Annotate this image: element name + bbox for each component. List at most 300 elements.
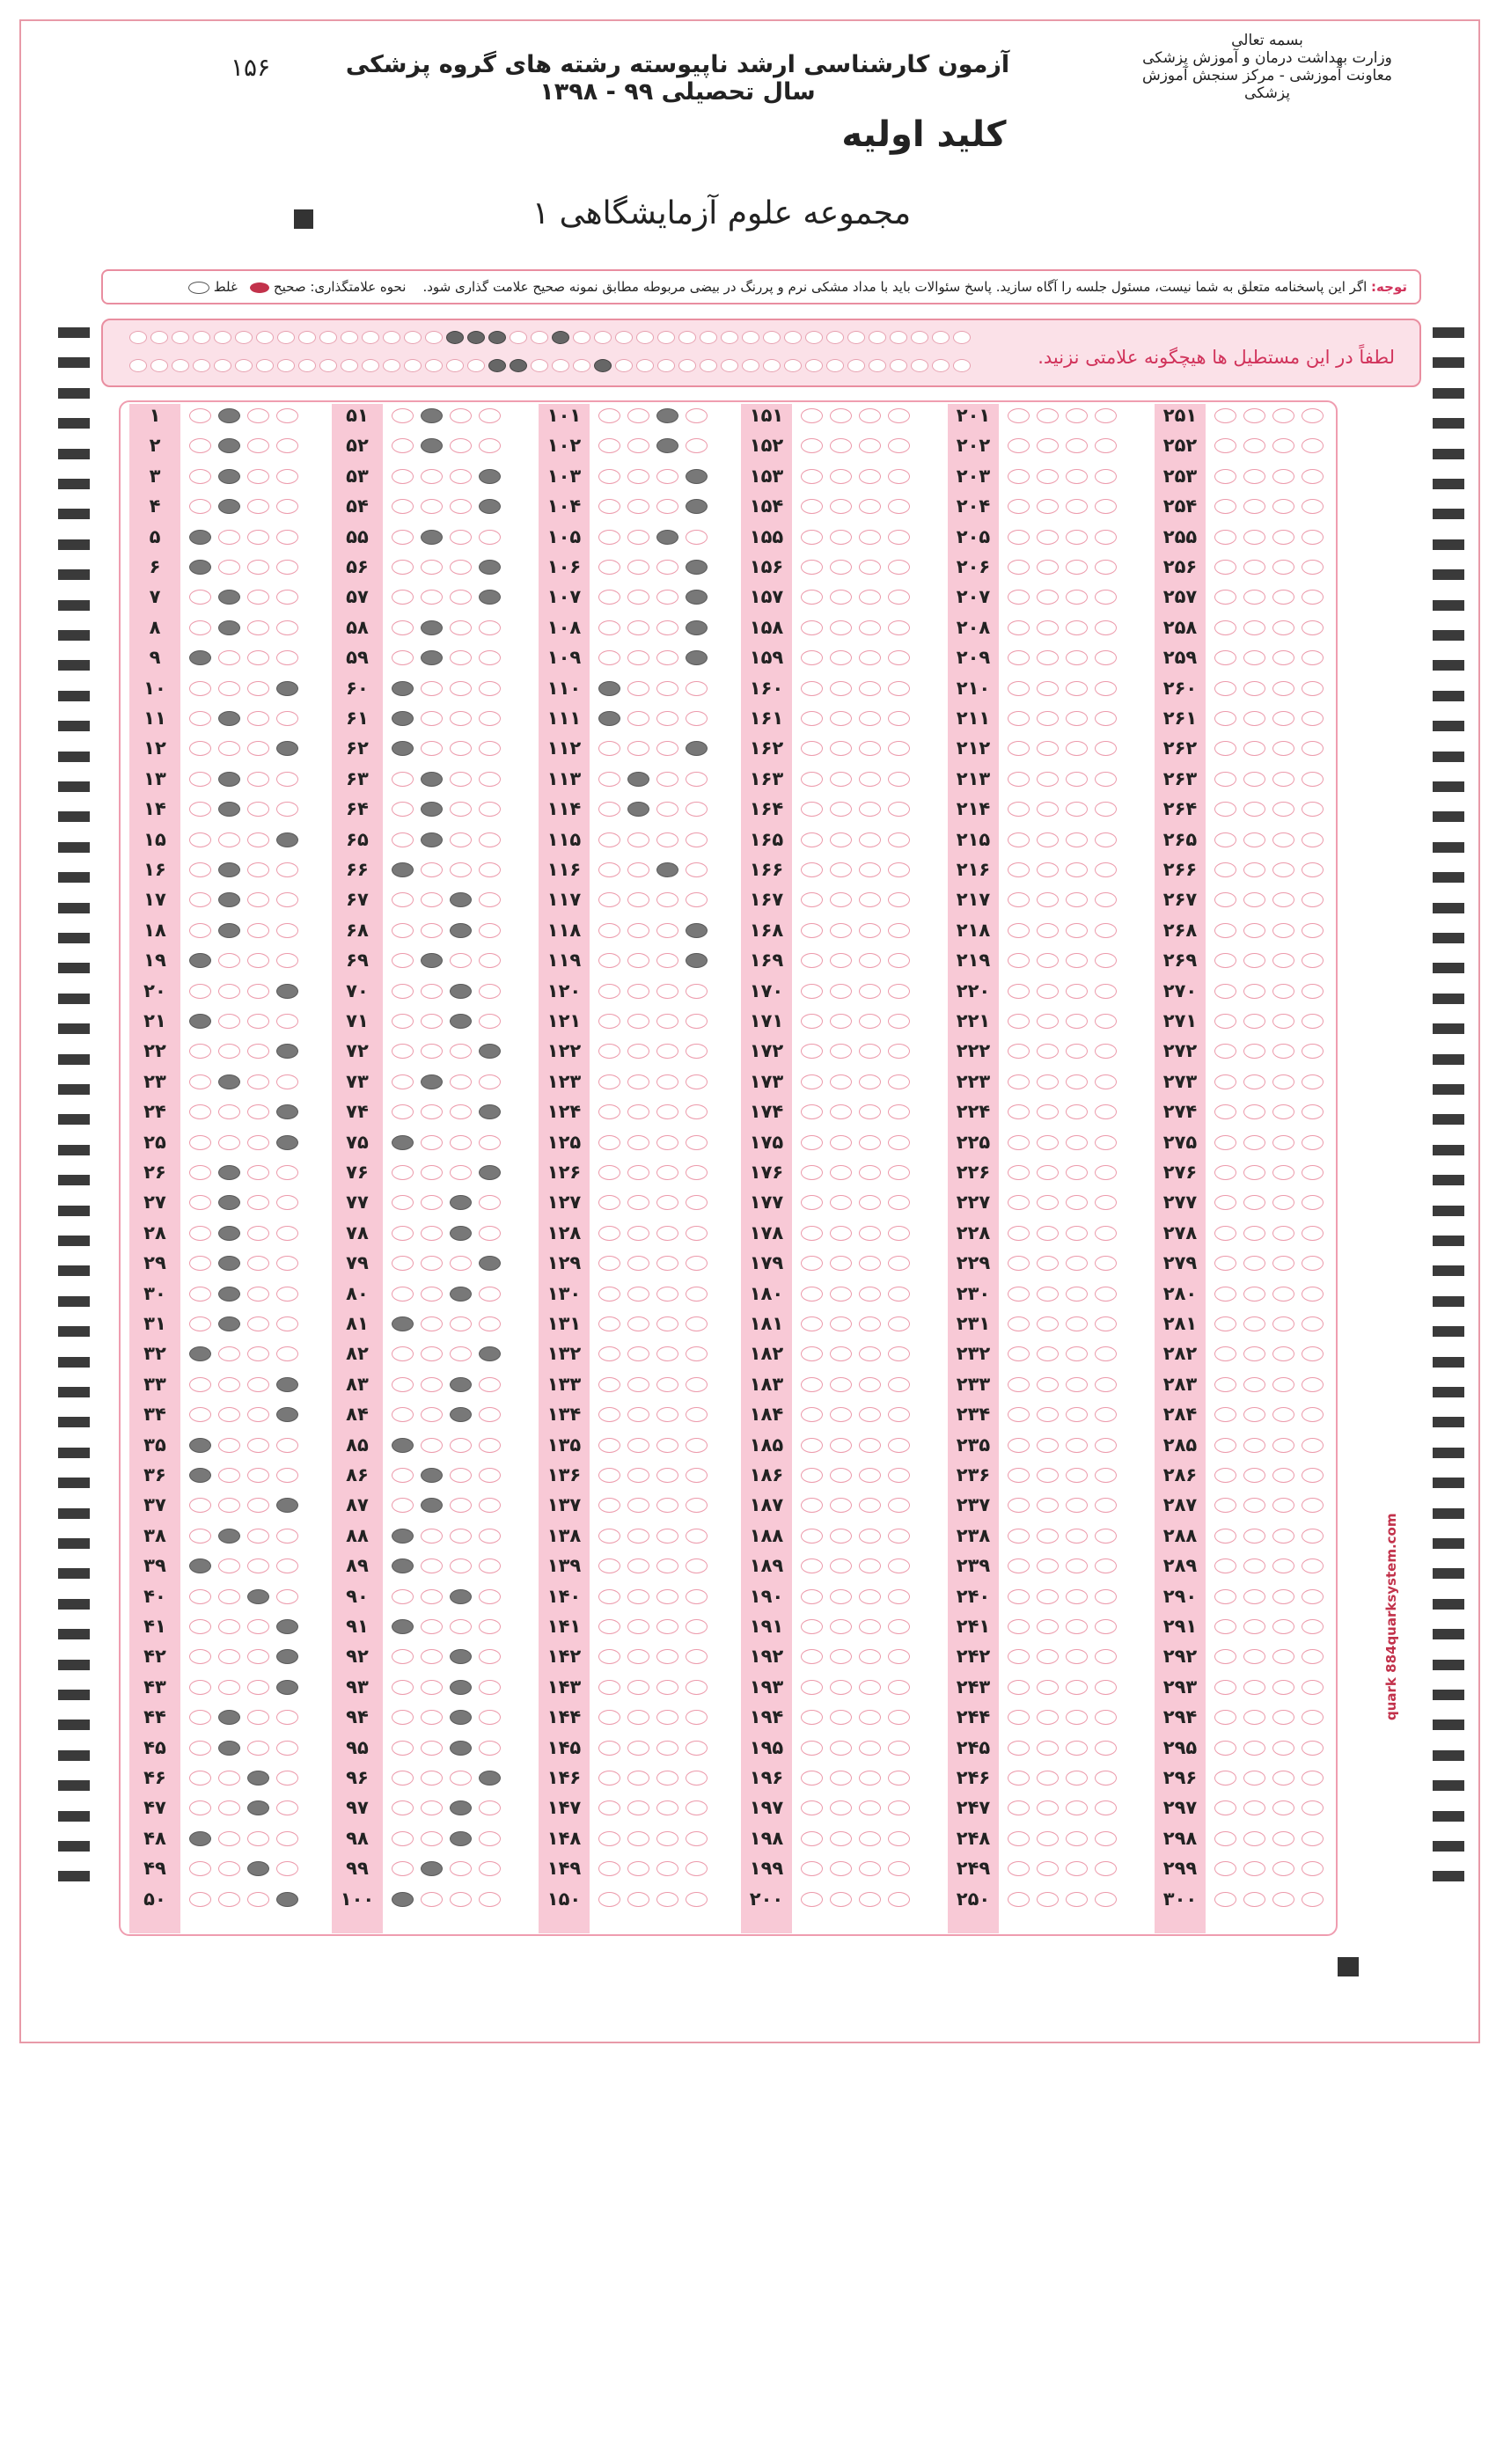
answer-bubble[interactable] (598, 741, 620, 756)
answer-bubble[interactable] (247, 1377, 269, 1392)
answer-bubble[interactable] (392, 1831, 414, 1846)
answer-bubble[interactable] (189, 469, 211, 484)
answer-bubble[interactable] (686, 862, 708, 877)
answer-bubble[interactable] (1302, 1710, 1324, 1725)
answer-bubble[interactable] (656, 802, 678, 817)
answer-bubble[interactable] (1243, 1892, 1265, 1907)
answer-bubble[interactable] (218, 953, 240, 968)
answer-bubble[interactable] (1243, 1800, 1265, 1815)
answer-bubble[interactable] (859, 1741, 881, 1756)
answer-bubble[interactable] (479, 1407, 501, 1422)
answer-bubble[interactable] (1243, 1619, 1265, 1634)
answer-bubble[interactable] (276, 438, 298, 453)
answer-bubble[interactable] (1302, 499, 1324, 514)
answer-bubble[interactable] (598, 620, 620, 635)
answer-bubble[interactable] (1302, 530, 1324, 545)
answer-bubble[interactable] (888, 1165, 910, 1180)
answer-bubble[interactable] (1066, 1287, 1088, 1302)
answer-bubble[interactable] (801, 590, 823, 605)
answer-bubble[interactable] (686, 711, 708, 726)
answer-bubble[interactable] (1302, 1407, 1324, 1422)
answer-bubble[interactable] (276, 560, 298, 575)
answer-bubble[interactable] (276, 1498, 298, 1513)
answer-bubble[interactable] (1302, 1074, 1324, 1089)
answer-bubble[interactable] (1272, 1619, 1294, 1634)
answer-bubble[interactable] (479, 1800, 501, 1815)
answer-bubble[interactable] (656, 1468, 678, 1483)
answer-bubble[interactable] (1008, 1226, 1030, 1241)
answer-bubble[interactable] (479, 1680, 501, 1695)
answer-bubble[interactable] (888, 1407, 910, 1422)
answer-bubble[interactable] (247, 1104, 269, 1119)
answer-bubble[interactable] (189, 560, 211, 575)
answer-bubble[interactable] (421, 650, 443, 665)
answer-bubble[interactable] (801, 1710, 823, 1725)
answer-bubble[interactable] (627, 1044, 649, 1059)
answer-bubble[interactable] (1302, 1680, 1324, 1695)
answer-bubble[interactable] (392, 1014, 414, 1029)
answer-bubble[interactable] (801, 953, 823, 968)
answer-bubble[interactable] (686, 1710, 708, 1725)
answer-bubble[interactable] (1037, 1346, 1059, 1361)
answer-bubble[interactable] (1008, 408, 1030, 423)
answer-bubble[interactable] (421, 438, 443, 453)
answer-bubble[interactable] (276, 1831, 298, 1846)
answer-bubble[interactable] (1214, 681, 1236, 696)
answer-bubble[interactable] (189, 832, 211, 847)
answer-bubble[interactable] (276, 681, 298, 696)
answer-bubble[interactable] (656, 469, 678, 484)
answer-bubble[interactable] (189, 1014, 211, 1029)
answer-bubble[interactable] (1066, 1104, 1088, 1119)
answer-bubble[interactable] (1243, 1741, 1265, 1756)
answer-bubble[interactable] (392, 1104, 414, 1119)
answer-bubble[interactable] (1095, 1649, 1117, 1664)
answer-bubble[interactable] (859, 590, 881, 605)
answer-bubble[interactable] (686, 741, 708, 756)
answer-bubble[interactable] (1214, 772, 1236, 787)
answer-bubble[interactable] (1243, 953, 1265, 968)
answer-bubble[interactable] (450, 741, 472, 756)
answer-bubble[interactable] (247, 408, 269, 423)
answer-bubble[interactable] (479, 590, 501, 605)
answer-bubble[interactable] (1302, 923, 1324, 938)
answer-bubble[interactable] (247, 1861, 269, 1876)
answer-bubble[interactable] (656, 711, 678, 726)
answer-bubble[interactable] (1214, 1498, 1236, 1513)
answer-bubble[interactable] (801, 1468, 823, 1483)
answer-bubble[interactable] (421, 1831, 443, 1846)
answer-bubble[interactable] (1243, 1438, 1265, 1453)
answer-bubble[interactable] (479, 772, 501, 787)
answer-bubble[interactable] (598, 802, 620, 817)
answer-bubble[interactable] (1008, 681, 1030, 696)
answer-bubble[interactable] (276, 1316, 298, 1331)
answer-bubble[interactable] (1066, 1135, 1088, 1150)
answer-bubble[interactable] (801, 1680, 823, 1695)
answer-bubble[interactable] (686, 1438, 708, 1453)
answer-bubble[interactable] (1066, 469, 1088, 484)
answer-bubble[interactable] (1008, 1831, 1030, 1846)
answer-bubble[interactable] (1066, 1892, 1088, 1907)
answer-bubble[interactable] (247, 862, 269, 877)
answer-bubble[interactable] (1302, 1498, 1324, 1513)
answer-bubble[interactable] (1243, 469, 1265, 484)
answer-bubble[interactable] (801, 1619, 823, 1634)
answer-bubble[interactable] (598, 892, 620, 907)
answer-bubble[interactable] (830, 923, 852, 938)
answer-bubble[interactable] (598, 953, 620, 968)
answer-bubble[interactable] (479, 802, 501, 817)
answer-bubble[interactable] (1214, 984, 1236, 999)
answer-bubble[interactable] (276, 1861, 298, 1876)
answer-bubble[interactable] (479, 1589, 501, 1604)
answer-bubble[interactable] (1008, 1256, 1030, 1271)
answer-bubble[interactable] (276, 530, 298, 545)
answer-bubble[interactable] (421, 1800, 443, 1815)
answer-bubble[interactable] (1214, 1831, 1236, 1846)
answer-bubble[interactable] (247, 1135, 269, 1150)
answer-bubble[interactable] (1037, 923, 1059, 938)
answer-bubble[interactable] (1037, 1165, 1059, 1180)
answer-bubble[interactable] (686, 802, 708, 817)
answer-bubble[interactable] (247, 1710, 269, 1725)
answer-bubble[interactable] (1272, 650, 1294, 665)
answer-bubble[interactable] (801, 1256, 823, 1271)
answer-bubble[interactable] (859, 923, 881, 938)
answer-bubble[interactable] (1095, 1710, 1117, 1725)
answer-bubble[interactable] (276, 984, 298, 999)
answer-bubble[interactable] (888, 1741, 910, 1756)
answer-bubble[interactable] (1066, 711, 1088, 726)
answer-bubble[interactable] (421, 1135, 443, 1150)
answer-bubble[interactable] (1214, 1014, 1236, 1029)
answer-bubble[interactable] (450, 408, 472, 423)
answer-bubble[interactable] (1008, 1892, 1030, 1907)
answer-bubble[interactable] (627, 530, 649, 545)
answer-bubble[interactable] (656, 1800, 678, 1815)
answer-bubble[interactable] (686, 984, 708, 999)
answer-bubble[interactable] (627, 923, 649, 938)
answer-bubble[interactable] (686, 650, 708, 665)
answer-bubble[interactable] (247, 923, 269, 938)
answer-bubble[interactable] (247, 1256, 269, 1271)
answer-bubble[interactable] (801, 923, 823, 938)
answer-bubble[interactable] (1095, 1104, 1117, 1119)
answer-bubble[interactable] (1037, 1074, 1059, 1089)
answer-bubble[interactable] (479, 1104, 501, 1119)
answer-bubble[interactable] (1066, 1529, 1088, 1544)
answer-bubble[interactable] (830, 620, 852, 635)
answer-bubble[interactable] (218, 620, 240, 635)
answer-bubble[interactable] (247, 1407, 269, 1422)
answer-bubble[interactable] (1302, 560, 1324, 575)
answer-bubble[interactable] (830, 1287, 852, 1302)
answer-bubble[interactable] (1037, 1529, 1059, 1544)
answer-bubble[interactable] (627, 832, 649, 847)
answer-bubble[interactable] (1214, 1619, 1236, 1634)
answer-bubble[interactable] (801, 1892, 823, 1907)
answer-bubble[interactable] (1272, 892, 1294, 907)
answer-bubble[interactable] (1095, 1741, 1117, 1756)
answer-bubble[interactable] (276, 1800, 298, 1815)
answer-bubble[interactable] (276, 1014, 298, 1029)
answer-bubble[interactable] (830, 560, 852, 575)
answer-bubble[interactable] (1008, 1165, 1030, 1180)
answer-bubble[interactable] (392, 1074, 414, 1089)
answer-bubble[interactable] (1214, 1256, 1236, 1271)
answer-bubble[interactable] (247, 1438, 269, 1453)
answer-bubble[interactable] (859, 530, 881, 545)
answer-bubble[interactable] (1243, 530, 1265, 545)
answer-bubble[interactable] (801, 711, 823, 726)
answer-bubble[interactable] (656, 408, 678, 423)
answer-bubble[interactable] (276, 741, 298, 756)
answer-bubble[interactable] (1214, 1800, 1236, 1815)
answer-bubble[interactable] (450, 681, 472, 696)
answer-bubble[interactable] (218, 1710, 240, 1725)
answer-bubble[interactable] (247, 1741, 269, 1756)
answer-bubble[interactable] (859, 1226, 881, 1241)
answer-bubble[interactable] (1066, 1468, 1088, 1483)
answer-bubble[interactable] (392, 530, 414, 545)
answer-bubble[interactable] (1302, 772, 1324, 787)
answer-bubble[interactable] (218, 1861, 240, 1876)
answer-bubble[interactable] (450, 560, 472, 575)
answer-bubble[interactable] (1243, 772, 1265, 787)
answer-bubble[interactable] (218, 1256, 240, 1271)
answer-bubble[interactable] (627, 1346, 649, 1361)
answer-bubble[interactable] (276, 1135, 298, 1150)
answer-bubble[interactable] (627, 892, 649, 907)
answer-bubble[interactable] (859, 984, 881, 999)
answer-bubble[interactable] (859, 1014, 881, 1029)
answer-bubble[interactable] (450, 1104, 472, 1119)
answer-bubble[interactable] (450, 1438, 472, 1453)
answer-bubble[interactable] (450, 1165, 472, 1180)
answer-bubble[interactable] (392, 681, 414, 696)
answer-bubble[interactable] (1272, 1165, 1294, 1180)
answer-bubble[interactable] (479, 1377, 501, 1392)
answer-bubble[interactable] (888, 590, 910, 605)
answer-bubble[interactable] (247, 711, 269, 726)
answer-bubble[interactable] (421, 802, 443, 817)
answer-bubble[interactable] (1302, 1589, 1324, 1604)
answer-bubble[interactable] (830, 1377, 852, 1392)
answer-bubble[interactable] (276, 1346, 298, 1361)
answer-bubble[interactable] (627, 1831, 649, 1846)
answer-bubble[interactable] (1066, 1741, 1088, 1756)
answer-bubble[interactable] (801, 408, 823, 423)
answer-bubble[interactable] (627, 984, 649, 999)
answer-bubble[interactable] (1302, 469, 1324, 484)
answer-bubble[interactable] (1272, 832, 1294, 847)
answer-bubble[interactable] (218, 923, 240, 938)
answer-bubble[interactable] (1037, 1649, 1059, 1664)
answer-bubble[interactable] (421, 1771, 443, 1786)
answer-bubble[interactable] (627, 862, 649, 877)
answer-bubble[interactable] (888, 1044, 910, 1059)
answer-bubble[interactable] (1272, 1892, 1294, 1907)
answer-bubble[interactable] (1066, 892, 1088, 907)
answer-bubble[interactable] (801, 892, 823, 907)
answer-bubble[interactable] (801, 1165, 823, 1180)
answer-bubble[interactable] (479, 681, 501, 696)
answer-bubble[interactable] (276, 1468, 298, 1483)
answer-bubble[interactable] (888, 711, 910, 726)
answer-bubble[interactable] (218, 1771, 240, 1786)
answer-bubble[interactable] (392, 1226, 414, 1241)
answer-bubble[interactable] (392, 499, 414, 514)
answer-bubble[interactable] (598, 1165, 620, 1180)
answer-bubble[interactable] (686, 438, 708, 453)
answer-bubble[interactable] (276, 1074, 298, 1089)
answer-bubble[interactable] (1272, 681, 1294, 696)
answer-bubble[interactable] (656, 1498, 678, 1513)
answer-bubble[interactable] (276, 802, 298, 817)
answer-bubble[interactable] (598, 1226, 620, 1241)
answer-bubble[interactable] (218, 1831, 240, 1846)
answer-bubble[interactable] (888, 1377, 910, 1392)
answer-bubble[interactable] (1095, 984, 1117, 999)
answer-bubble[interactable] (801, 620, 823, 635)
answer-bubble[interactable] (1066, 772, 1088, 787)
answer-bubble[interactable] (421, 1649, 443, 1664)
answer-bubble[interactable] (1037, 1438, 1059, 1453)
answer-bubble[interactable] (218, 1438, 240, 1453)
answer-bubble[interactable] (1037, 499, 1059, 514)
answer-bubble[interactable] (392, 1680, 414, 1695)
answer-bubble[interactable] (830, 1316, 852, 1331)
answer-bubble[interactable] (218, 1741, 240, 1756)
answer-bubble[interactable] (218, 1800, 240, 1815)
answer-bubble[interactable] (888, 1135, 910, 1150)
answer-bubble[interactable] (421, 1044, 443, 1059)
answer-bubble[interactable] (1008, 1558, 1030, 1573)
answer-bubble[interactable] (801, 1074, 823, 1089)
answer-bubble[interactable] (218, 802, 240, 817)
answer-bubble[interactable] (627, 1165, 649, 1180)
answer-bubble[interactable] (627, 1861, 649, 1876)
answer-bubble[interactable] (830, 802, 852, 817)
answer-bubble[interactable] (276, 923, 298, 938)
answer-bubble[interactable] (627, 1195, 649, 1210)
answer-bubble[interactable] (1272, 1831, 1294, 1846)
answer-bubble[interactable] (479, 892, 501, 907)
answer-bubble[interactable] (859, 1498, 881, 1513)
answer-bubble[interactable] (450, 650, 472, 665)
answer-bubble[interactable] (1243, 408, 1265, 423)
answer-bubble[interactable] (1302, 984, 1324, 999)
answer-bubble[interactable] (859, 1346, 881, 1361)
answer-bubble[interactable] (686, 1256, 708, 1271)
answer-bubble[interactable] (479, 1195, 501, 1210)
answer-bubble[interactable] (656, 1256, 678, 1271)
answer-bubble[interactable] (888, 1892, 910, 1907)
answer-bubble[interactable] (1095, 650, 1117, 665)
answer-bubble[interactable] (830, 1619, 852, 1634)
answer-bubble[interactable] (1008, 1438, 1030, 1453)
answer-bubble[interactable] (830, 1407, 852, 1422)
answer-bubble[interactable] (1272, 408, 1294, 423)
answer-bubble[interactable] (830, 1892, 852, 1907)
answer-bubble[interactable] (276, 499, 298, 514)
answer-bubble[interactable] (686, 1074, 708, 1089)
answer-bubble[interactable] (479, 1831, 501, 1846)
answer-bubble[interactable] (1066, 1771, 1088, 1786)
answer-bubble[interactable] (656, 1226, 678, 1241)
answer-bubble[interactable] (656, 1831, 678, 1846)
answer-bubble[interactable] (421, 590, 443, 605)
answer-bubble[interactable] (218, 1558, 240, 1573)
answer-bubble[interactable] (1272, 469, 1294, 484)
answer-bubble[interactable] (1243, 711, 1265, 726)
answer-bubble[interactable] (450, 1861, 472, 1876)
answer-bubble[interactable] (1095, 832, 1117, 847)
answer-bubble[interactable] (656, 1589, 678, 1604)
answer-bubble[interactable] (859, 1104, 881, 1119)
answer-bubble[interactable] (421, 1287, 443, 1302)
answer-bubble[interactable] (1008, 923, 1030, 938)
answer-bubble[interactable] (189, 1831, 211, 1846)
answer-bubble[interactable] (1066, 923, 1088, 938)
answer-bubble[interactable] (1243, 1589, 1265, 1604)
answer-bubble[interactable] (392, 1529, 414, 1544)
answer-bubble[interactable] (830, 892, 852, 907)
answer-bubble[interactable] (1095, 620, 1117, 635)
answer-bubble[interactable] (1243, 1074, 1265, 1089)
answer-bubble[interactable] (1037, 1407, 1059, 1422)
answer-bubble[interactable] (656, 1680, 678, 1695)
answer-bubble[interactable] (1272, 1741, 1294, 1756)
answer-bubble[interactable] (479, 1498, 501, 1513)
answer-bubble[interactable] (276, 469, 298, 484)
answer-bubble[interactable] (598, 1287, 620, 1302)
answer-bubble[interactable] (627, 1741, 649, 1756)
answer-bubble[interactable] (247, 1287, 269, 1302)
answer-bubble[interactable] (1066, 1710, 1088, 1725)
answer-bubble[interactable] (1302, 681, 1324, 696)
answer-bubble[interactable] (888, 438, 910, 453)
answer-bubble[interactable] (888, 530, 910, 545)
answer-bubble[interactable] (218, 1074, 240, 1089)
answer-bubble[interactable] (218, 499, 240, 514)
answer-bubble[interactable] (1066, 953, 1088, 968)
answer-bubble[interactable] (656, 953, 678, 968)
answer-bubble[interactable] (392, 1741, 414, 1756)
answer-bubble[interactable] (1037, 1892, 1059, 1907)
answer-bubble[interactable] (189, 1649, 211, 1664)
answer-bubble[interactable] (247, 1014, 269, 1029)
answer-bubble[interactable] (479, 650, 501, 665)
answer-bubble[interactable] (1272, 1498, 1294, 1513)
answer-bubble[interactable] (888, 984, 910, 999)
answer-bubble[interactable] (859, 1316, 881, 1331)
answer-bubble[interactable] (1243, 1680, 1265, 1695)
answer-bubble[interactable] (1302, 1226, 1324, 1241)
answer-bubble[interactable] (392, 1287, 414, 1302)
answer-bubble[interactable] (686, 408, 708, 423)
answer-bubble[interactable] (1008, 499, 1030, 514)
answer-bubble[interactable] (392, 1468, 414, 1483)
answer-bubble[interactable] (598, 1619, 620, 1634)
answer-bubble[interactable] (189, 408, 211, 423)
answer-bubble[interactable] (421, 499, 443, 514)
answer-bubble[interactable] (656, 1558, 678, 1573)
answer-bubble[interactable] (247, 499, 269, 514)
answer-bubble[interactable] (627, 1619, 649, 1634)
answer-bubble[interactable] (1095, 560, 1117, 575)
